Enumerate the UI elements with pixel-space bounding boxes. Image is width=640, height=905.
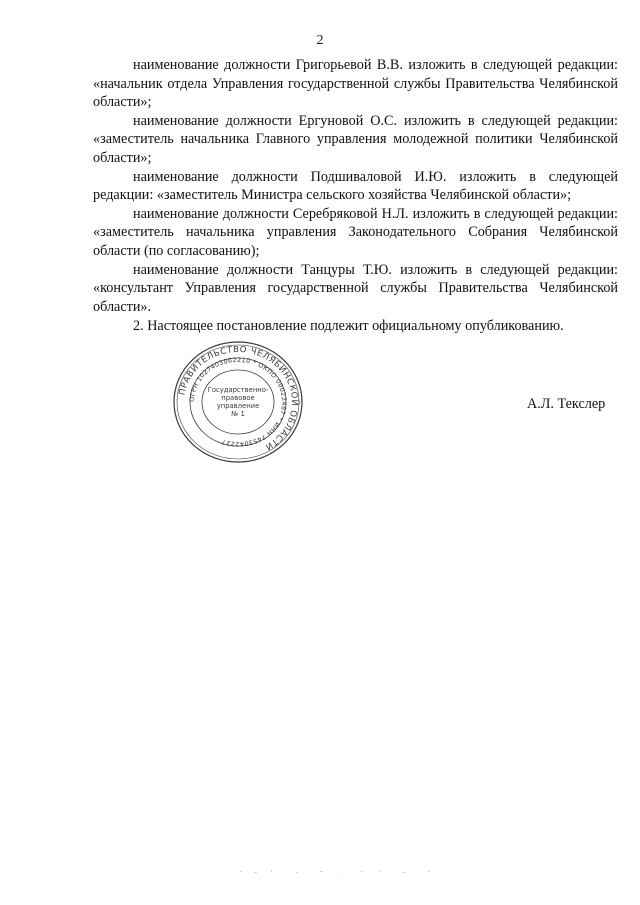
paragraph-ergunova: наименование должности Ергуновой О.С. изложить в следующей редакции: «заместитель начальника Главного управления молодежной политики Челябинской области»; (93, 112, 618, 166)
svg-text:Государственно-: Государственно- (207, 386, 269, 394)
svg-text:№ 1: № 1 (231, 410, 245, 418)
seal-inner-ring-text: ОГРН 1027403862210 * ОКПО 00022487 * ИНН 7453042227 (187, 355, 289, 449)
paragraph-publication: 2. Настоящее постановление подлежит официальному опубликованию. (133, 318, 564, 335)
seal-outer-ring-text: ПРАВИТЕЛЬСТВО ЧЕЛЯБИНСКОЙ ОБЛАСТИ (177, 344, 300, 452)
page-number: 2 (316, 33, 324, 48)
signatory-name: А.Л. Текслер (527, 396, 606, 412)
official-seal-stamp (172, 340, 304, 464)
paragraph-serebryakova: наименование должности Серебряковой Н.Л. изложить в следующей редакции: «заместитель начальника управления Законодательного Собрания Челябинской области (по согласованию); (93, 205, 618, 259)
document-body (93, 56, 618, 336)
scan-artifact-marks (230, 868, 450, 876)
svg-text:правовое: правовое (221, 394, 255, 402)
paragraph-tantsura: наименование должности Танцуры Т.Ю. изложить в следующей редакции: «консультант Управления государственной службы Правительства Челябинской области». (93, 261, 618, 315)
paragraph-grigorieva: наименование должности Григорьевой В.В. изложить в следующей редакции: «начальник отдела Управления государственной службы Правительства Челябинской области»; (93, 57, 618, 111)
paragraph-podshivalova: наименование должности Подшиваловой И.Ю. изложить в следующей редакции: «заместитель Министра сельского хозяйства Челябинской области»; (93, 168, 618, 204)
svg-text:управление: управление (216, 402, 260, 410)
seal-center-text (208, 386, 269, 418)
